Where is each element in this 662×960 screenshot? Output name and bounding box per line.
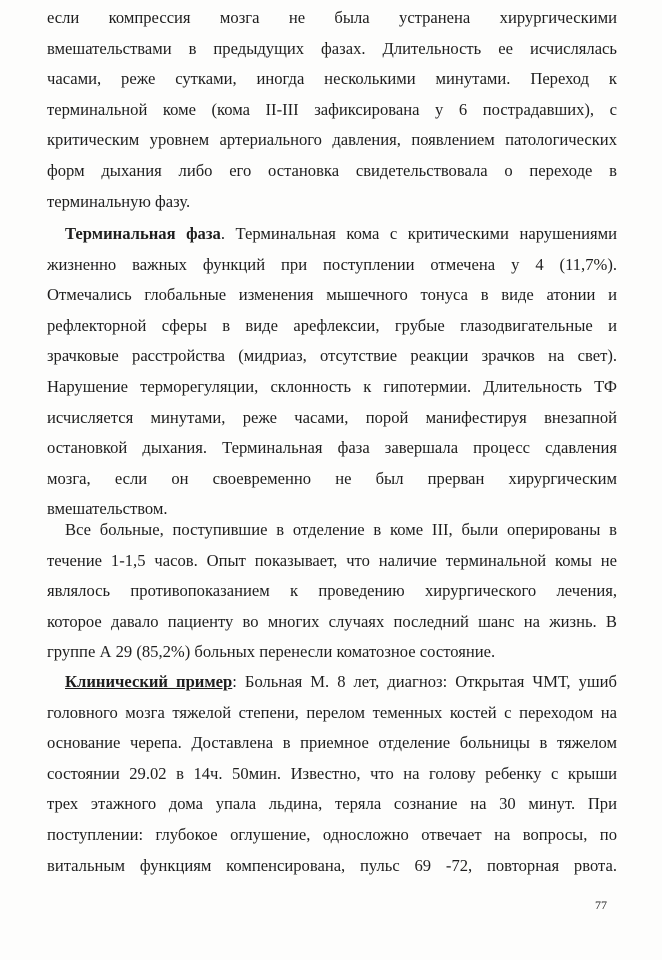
- page-number: 77: [595, 898, 607, 912]
- text-line: терминальной коме (кома II-III зафиксирована у 6 пострадавших), с: [47, 99, 617, 119]
- text-line: исчисляется минутами, реже часами, порой манифестируя внезапной: [47, 407, 617, 427]
- text-line: остановкой дыхания. Терминальная фаза завершала процесс сдавления: [47, 438, 617, 458]
- text-line: основание черепа. Доставлена в приемное отделение больницы в тяжелом: [47, 733, 617, 753]
- text-line: рефлекторной сферы в виде арефлексии, грубые глазодвигательные и: [47, 315, 617, 335]
- text-line: Все больные, поступившие в отделение в коме III, были оперированы в: [65, 520, 617, 539]
- text-line: вмешательствами в предыдущих фазах. Длительность ее исчислялась: [47, 38, 617, 58]
- text-line: которое давало пациенту во многих случаях последний шанс на жизнь. В: [47, 611, 617, 631]
- text-line: состоянии 29.02 в 14ч. 50мин. Известно, что на голову ребенку с крыши: [47, 763, 617, 783]
- text-line: витальным функциям компенсирована, пульс 69 -72, повторная рвота.: [47, 855, 617, 875]
- text-line: течение 1-1,5 часов. Опыт показывает, что наличие терминальной комы не: [47, 550, 617, 570]
- text-line: головного мозга тяжелой степени, перелом теменных костей с переходом на: [47, 702, 617, 722]
- text-line: зрачковые расстройства (мидриаз, отсутствие реакции зрачков на свет).: [47, 346, 617, 366]
- lead-continuation: . Терминальная кома с критическими нарушениями: [220, 224, 617, 243]
- text-line: если компрессия мозга не была устранена хирургическими: [47, 8, 617, 27]
- paragraph-lead: Терминальная фаза: [65, 224, 221, 243]
- paragraph: [47, 515, 617, 668]
- text-line: являлось противопоказанием к проведению хирургического лечения,: [47, 581, 617, 601]
- paragraph: [47, 219, 617, 525]
- paragraph: [47, 3, 617, 217]
- text-line: форм дыхания либо его остановка свидетельствовала о переходе в: [47, 160, 617, 180]
- text-line: [47, 219, 617, 250]
- text-line: вмешательством.: [47, 499, 168, 519]
- paragraph-lead: Клинический пример: [65, 672, 233, 691]
- text-line: мозга, если он своевременно не был прерван хирургическим: [47, 468, 617, 488]
- text-line: терминальную фазу.: [47, 191, 191, 211]
- text-line: поступлении: глубокое оглушение, односложно отвечает на вопросы, по: [47, 824, 617, 844]
- text-line: Отмечались глобальные изменения мышечного тонуса в виде атонии и: [47, 285, 617, 305]
- text-line: [47, 667, 617, 698]
- text-line: группе А 29 (85,2%) больных перенесли коматозное состояние.: [47, 642, 496, 662]
- text-line: Нарушение терморегуляции, склонность к гипотермии. Длительность ТФ: [47, 376, 617, 396]
- lead-continuation: : Больная М. 8 лет, диагноз: Открытая ЧМТ, ушиб: [232, 672, 617, 691]
- text-line: трех этажного дома упала льдина, теряла сознание на 30 минут. При: [47, 794, 617, 814]
- text-line: критическим уровнем артериального давления, появлением патологических: [47, 130, 617, 150]
- text-line: часами, реже сутками, иногда несколькими минутами. Переход к: [47, 69, 617, 89]
- paragraph: [47, 667, 617, 881]
- text-line: жизненно важных функций при поступлении отмечена у 4 (11,7%).: [47, 254, 617, 274]
